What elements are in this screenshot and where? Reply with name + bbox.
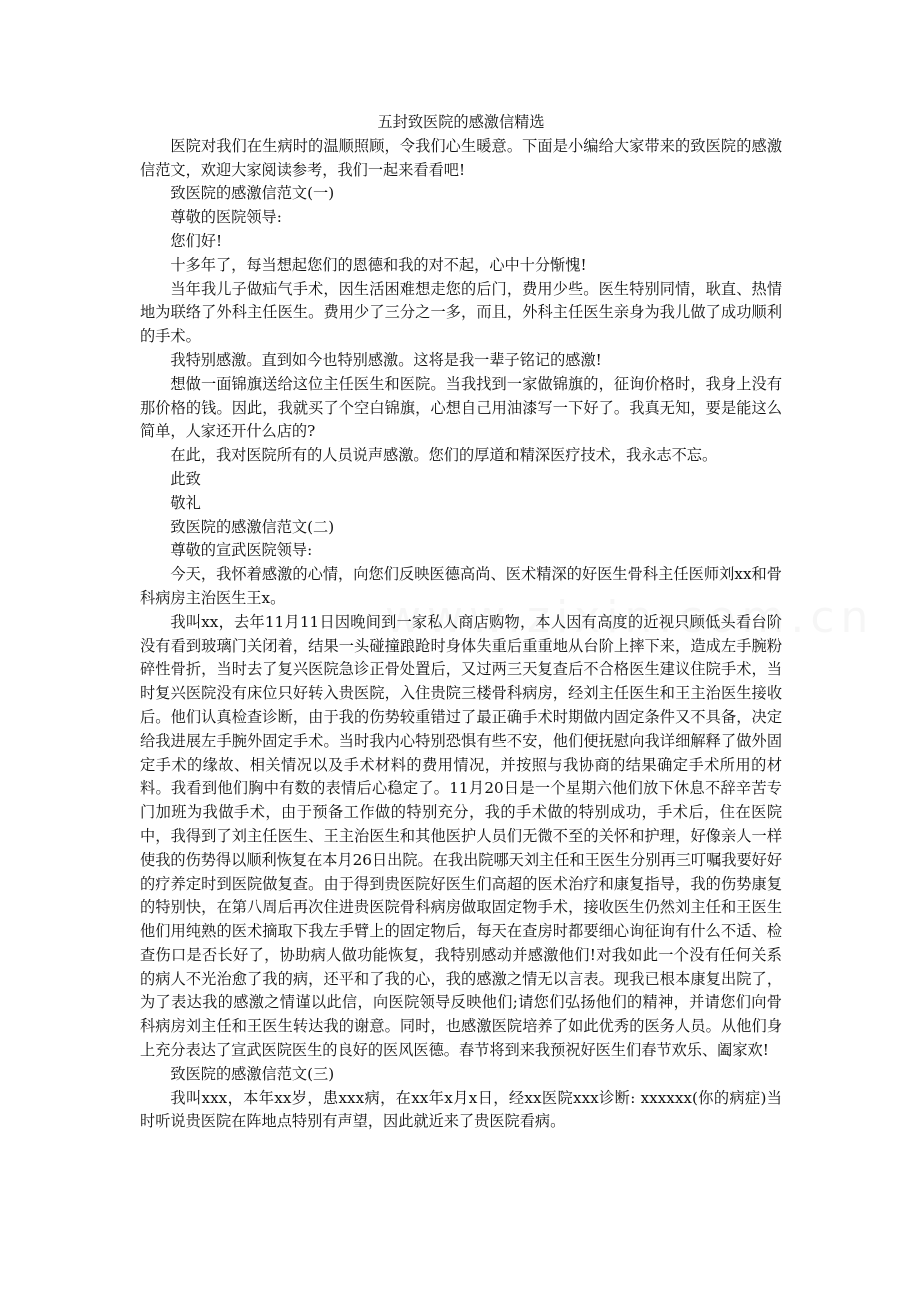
document-body [140,111,782,1134]
closing: 此致 [170,469,201,488]
closing-regards: 敬礼 [170,493,201,512]
paragraph: 在此，我对医院所有的人员说声感激。您们的厚道和精深医疗技术，我永志不忘。 [170,446,718,465]
section-heading-1: 致医院的感激信范文(一) [170,184,335,203]
paragraph: 我特别感激。直到如今也特别感激。这将是我一辈子铭记的感激! [170,350,602,369]
section-heading-3: 致医院的感激信范文(三) [170,1064,335,1083]
paragraph: 想做一面锦旗送给这位主任医生和医院。当我找到一家做锦旗的，征询价格时，我身上没有那价格的钱。因此，我就买了个空白锦旗，心想自己用油漆写一下好了。我真无知，要是能这么简单，人家还开什么店的? [140,374,782,441]
paragraph: 十多年了，每当想起您们的恩德和我的对不起，心中十分惭愧! [170,255,587,274]
document-title: 五封致医院的感激信精选 [377,113,545,131]
salutation: 尊敬的宣武医院领导: [170,541,313,560]
paragraph-intro: 医院对我们在生病时的温顺照顾，令我们心生暖意。下面是小编给大家带来的致医院的感激信范文，欢迎大家阅读参考，我们一起来看看吧! [140,136,782,179]
salutation: 尊敬的医院领导: [170,208,282,227]
paragraph: 当年我儿子做疝气手术，因生活困难想走您的后门，费用少些。医生特别同情，耿直、热情地为联络了外科主任医生。费用少了三分之一多，而且，外科主任医生亲身为我儿做了成功顺利的手术。 [140,279,782,346]
section-heading-2: 致医院的感激信范文(二) [170,517,335,536]
greeting: 您们好! [170,231,223,250]
paragraph: 今天，我怀着感激的心情，向您们反映医德高尚、医术精深的好医生骨科主任医师刘xx和骨科病房主治医生王x。 [140,565,782,607]
paragraph: 我叫xxx，本年xx岁，患xxx病，在xx年x月x日，经xx医院xxx诊断: xxxxxx(你的病症)当时听说贵医院在阵地点特别有声望，因此就近来了贵医院看病。 [140,1088,782,1131]
paragraph-long: 我叫xx，去年11月11日因晚间到一家私人商店购物，本人因有高度的近视只顾低头看台阶没有看到玻璃门关闭着，结果一头碰撞踉跄时身体失重后重重地从台阶上摔下来，造成左手腕粉碎性骨折，当时去了复兴医院急诊正骨处置后，又过两三天复查后不合格医生建议住院手术，当时复兴医院没有床位只好转入贵医院，入住贵院三楼骨科病房，经刘主任医生和王主治医生接收后。他们认真检查诊断，由于我的伤势较重错过了最正确手术时期做内固定条件又不具备，决定给我进展左手腕外固定手术。当时我内心特别恐惧有些不安，他们便抚慰向我详细解释了做外固定手术的缘故、相关情况以及手术材料的费用情况，并按照与我协商的结果确定手术所用的材料。我看到他们胸中有数的表情后心稳定了。11月20日是一个星期六他们放下休息不辞辛苦专门加班为我做手术，由于预备工作做的特别充分，我的手术做的特别成功，手术后，住在医院中，我得到了刘主任医生、王主治医生和其他医护人员们无微不至的关怀和护理，好像亲人一样使我的伤势得以顺利恢复在本月26日出院。在我出院哪天刘主任和王医生分别再三叮嘱我要好好的疗养定时到医院做复查。由于得到贵医院好医生们高超的医术治疗和康复指导，我的伤势康复的特别快，在第八周后再次住进贵医院骨科病房做取固定物手术，接收医生仍然刘主任和王医生他们用纯熟的医术摘取下我左手臂上的固定物后，每天在查房时都要细心询征询有什么不适、检查伤口是否长好了，协助病人做功能恢复，我特别感动并感激他们!对我如此一个没有任何关系的病人不光治愈了我的病，还平和了我的心，我的感激之情无以言表。现我已根本康复出院了，为了表达我的感激之情谨以此信，向医院领导反映他们;请您们弘扬他们的精神，并请您们向骨科病房刘主任和王医生转达我的谢意。同时，也感激医院培养了如此优秀的医务人员。从他们身上充分表达了宣武医院医生的良好的医风医德。春节将到来我预祝好医生们春节欢乐、阖家欢! [140,612,783,1060]
